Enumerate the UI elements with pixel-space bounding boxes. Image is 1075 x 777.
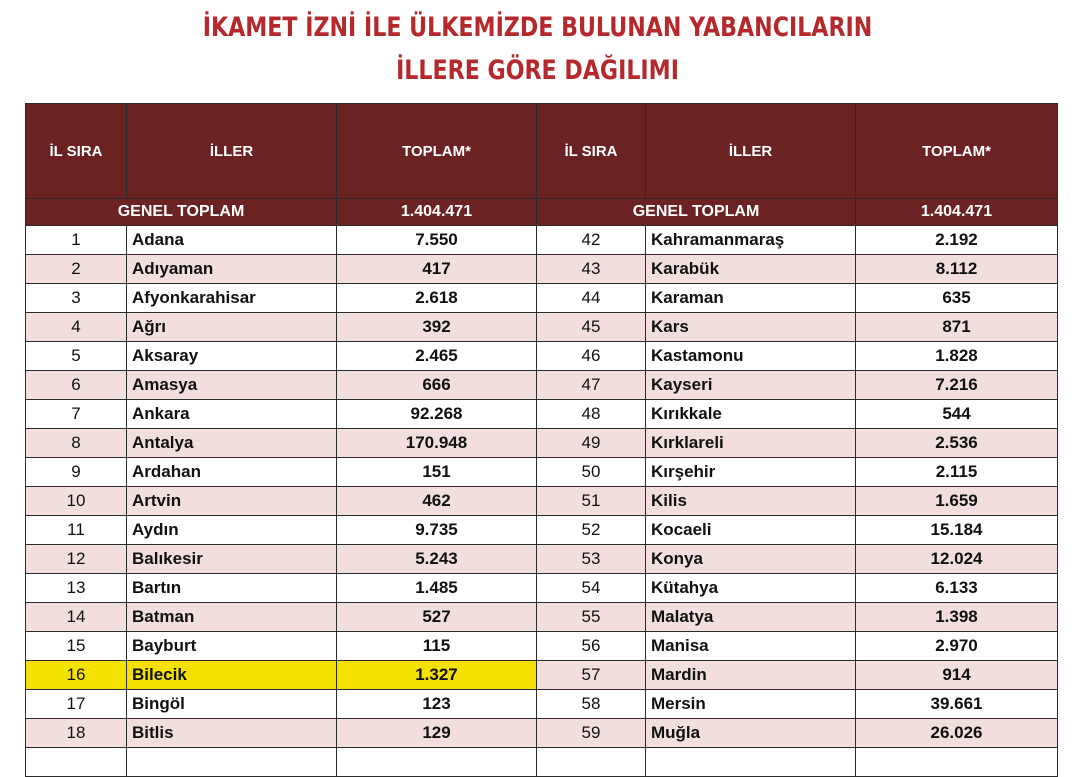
province-seq: 10 xyxy=(26,487,127,516)
province-total: 5.243 xyxy=(337,545,537,574)
province-seq: 51 xyxy=(537,487,646,516)
table-row xyxy=(26,516,1058,545)
province-total: 123 xyxy=(337,690,537,719)
province-seq: 46 xyxy=(537,342,646,371)
province-name: Kars xyxy=(646,313,856,342)
province-total: 1.327 xyxy=(337,661,537,690)
province-seq: 14 xyxy=(26,603,127,632)
table-row xyxy=(26,574,1058,603)
province-name: Karaman xyxy=(646,284,856,313)
province-total: 1.828 xyxy=(856,342,1058,371)
province-seq: 45 xyxy=(537,313,646,342)
province-name: Kocaeli xyxy=(646,516,856,545)
province-total: 7.550 xyxy=(337,226,537,255)
table-row xyxy=(26,632,1058,661)
province-total: 8.112 xyxy=(856,255,1058,284)
table-row xyxy=(26,661,1058,690)
grand-total-value: 1.404.471 xyxy=(856,199,1058,226)
table-row xyxy=(26,719,1058,748)
province-seq: 5 xyxy=(26,342,127,371)
province-name: Kırıkkale xyxy=(646,400,856,429)
province-seq: 11 xyxy=(26,516,127,545)
province-seq: 56 xyxy=(537,632,646,661)
province-name: Ardahan xyxy=(127,458,337,487)
table-row xyxy=(26,603,1058,632)
province-name: Mardin xyxy=(646,661,856,690)
document-title-line-1: İKAMET İZNİ İLE ÜLKEMİZDE BULUNAN YABANCILARIN xyxy=(202,12,873,43)
province-total: 170.948 xyxy=(337,429,537,458)
province-name: Batman xyxy=(127,603,337,632)
province-seq: 43 xyxy=(537,255,646,284)
table-row xyxy=(26,342,1058,371)
province-seq: 53 xyxy=(537,545,646,574)
province-total: 1.398 xyxy=(856,603,1058,632)
province-total: 635 xyxy=(856,284,1058,313)
province-seq: 52 xyxy=(537,516,646,545)
table-header-row xyxy=(26,104,1058,199)
province-total: 2.115 xyxy=(856,458,1058,487)
cutoff-cell xyxy=(337,748,537,777)
province-total: 151 xyxy=(337,458,537,487)
province-seq: 58 xyxy=(537,690,646,719)
cutoff-cell xyxy=(856,748,1058,777)
document-title-line-2: İLLERE GÖRE DAĞILIMI xyxy=(396,55,679,86)
province-total: 9.735 xyxy=(337,516,537,545)
province-total: 1.659 xyxy=(856,487,1058,516)
province-total: 2.465 xyxy=(337,342,537,371)
province-name: Kastamonu xyxy=(646,342,856,371)
province-seq: 7 xyxy=(26,400,127,429)
province-total: 6.133 xyxy=(856,574,1058,603)
province-seq: 49 xyxy=(537,429,646,458)
province-name: Kırklareli xyxy=(646,429,856,458)
province-seq: 3 xyxy=(26,284,127,313)
province-name: Adana xyxy=(127,226,337,255)
province-seq: 8 xyxy=(26,429,127,458)
header-province: İLLER xyxy=(127,104,337,199)
table-row xyxy=(26,226,1058,255)
province-total: 544 xyxy=(856,400,1058,429)
grand-total-row xyxy=(26,199,1058,226)
province-total: 914 xyxy=(856,661,1058,690)
province-seq: 50 xyxy=(537,458,646,487)
province-total: 527 xyxy=(337,603,537,632)
province-total: 392 xyxy=(337,313,537,342)
grand-total-label: GENEL TOPLAM xyxy=(26,199,337,226)
province-name: Bilecik xyxy=(127,661,337,690)
province-seq: 9 xyxy=(26,458,127,487)
header-total: TOPLAM* xyxy=(337,104,537,199)
province-seq: 48 xyxy=(537,400,646,429)
province-seq: 15 xyxy=(26,632,127,661)
province-seq: 2 xyxy=(26,255,127,284)
province-seq: 16 xyxy=(26,661,127,690)
header-seq: İL SIRA xyxy=(537,104,646,199)
province-total: 26.026 xyxy=(856,719,1058,748)
header-province: İLLER xyxy=(646,104,856,199)
province-seq: 47 xyxy=(537,371,646,400)
province-name: Mersin xyxy=(646,690,856,719)
table-row xyxy=(26,545,1058,574)
province-total: 92.268 xyxy=(337,400,537,429)
province-name: Artvin xyxy=(127,487,337,516)
province-seq: 59 xyxy=(537,719,646,748)
table-row-cutoff xyxy=(26,748,1058,777)
province-name: Kahramanmaraş xyxy=(646,226,856,255)
province-name: Bartın xyxy=(127,574,337,603)
province-name: Bayburt xyxy=(127,632,337,661)
province-name: Aksaray xyxy=(127,342,337,371)
cutoff-cell xyxy=(26,748,127,777)
province-total: 12.024 xyxy=(856,545,1058,574)
province-total: 39.661 xyxy=(856,690,1058,719)
grand-total-label: GENEL TOPLAM xyxy=(537,199,856,226)
province-name: Aydın xyxy=(127,516,337,545)
grand-total-value: 1.404.471 xyxy=(337,199,537,226)
province-total: 462 xyxy=(337,487,537,516)
province-total: 15.184 xyxy=(856,516,1058,545)
province-total: 2.192 xyxy=(856,226,1058,255)
province-name: Malatya xyxy=(646,603,856,632)
province-name: Kütahya xyxy=(646,574,856,603)
table-row xyxy=(26,690,1058,719)
province-seq: 54 xyxy=(537,574,646,603)
province-seq: 1 xyxy=(26,226,127,255)
header-total: TOPLAM* xyxy=(856,104,1058,199)
province-total: 871 xyxy=(856,313,1058,342)
province-residence-permit-table xyxy=(25,103,1058,777)
province-seq: 12 xyxy=(26,545,127,574)
table-row xyxy=(26,284,1058,313)
province-name: Adıyaman xyxy=(127,255,337,284)
province-total: 129 xyxy=(337,719,537,748)
province-name: Antalya xyxy=(127,429,337,458)
table-row xyxy=(26,487,1058,516)
province-name: Kayseri xyxy=(646,371,856,400)
province-total: 115 xyxy=(337,632,537,661)
cutoff-cell xyxy=(537,748,646,777)
table-row xyxy=(26,313,1058,342)
province-seq: 42 xyxy=(537,226,646,255)
province-total: 666 xyxy=(337,371,537,400)
province-total: 1.485 xyxy=(337,574,537,603)
province-name: Amasya xyxy=(127,371,337,400)
table-row xyxy=(26,255,1058,284)
province-total: 2.618 xyxy=(337,284,537,313)
cutoff-cell xyxy=(646,748,856,777)
province-seq: 17 xyxy=(26,690,127,719)
province-seq: 18 xyxy=(26,719,127,748)
province-name: Bitlis xyxy=(127,719,337,748)
province-name: Kilis xyxy=(646,487,856,516)
table-row xyxy=(26,400,1058,429)
province-seq: 57 xyxy=(537,661,646,690)
cutoff-cell xyxy=(127,748,337,777)
province-seq: 13 xyxy=(26,574,127,603)
province-total: 417 xyxy=(337,255,537,284)
table-row xyxy=(26,429,1058,458)
province-seq: 4 xyxy=(26,313,127,342)
province-name: Konya xyxy=(646,545,856,574)
province-name: Kırşehir xyxy=(646,458,856,487)
province-name: Balıkesir xyxy=(127,545,337,574)
province-seq: 44 xyxy=(537,284,646,313)
province-seq: 6 xyxy=(26,371,127,400)
province-name: Karabük xyxy=(646,255,856,284)
province-total: 2.536 xyxy=(856,429,1058,458)
province-total: 7.216 xyxy=(856,371,1058,400)
province-name: Muğla xyxy=(646,719,856,748)
province-name: Bingöl xyxy=(127,690,337,719)
table-row xyxy=(26,458,1058,487)
province-name: Ağrı xyxy=(127,313,337,342)
province-name: Manisa xyxy=(646,632,856,661)
table-row xyxy=(26,371,1058,400)
province-name: Ankara xyxy=(127,400,337,429)
province-seq: 55 xyxy=(537,603,646,632)
province-total: 2.970 xyxy=(856,632,1058,661)
header-seq: İL SIRA xyxy=(26,104,127,199)
province-name: Afyonkarahisar xyxy=(127,284,337,313)
